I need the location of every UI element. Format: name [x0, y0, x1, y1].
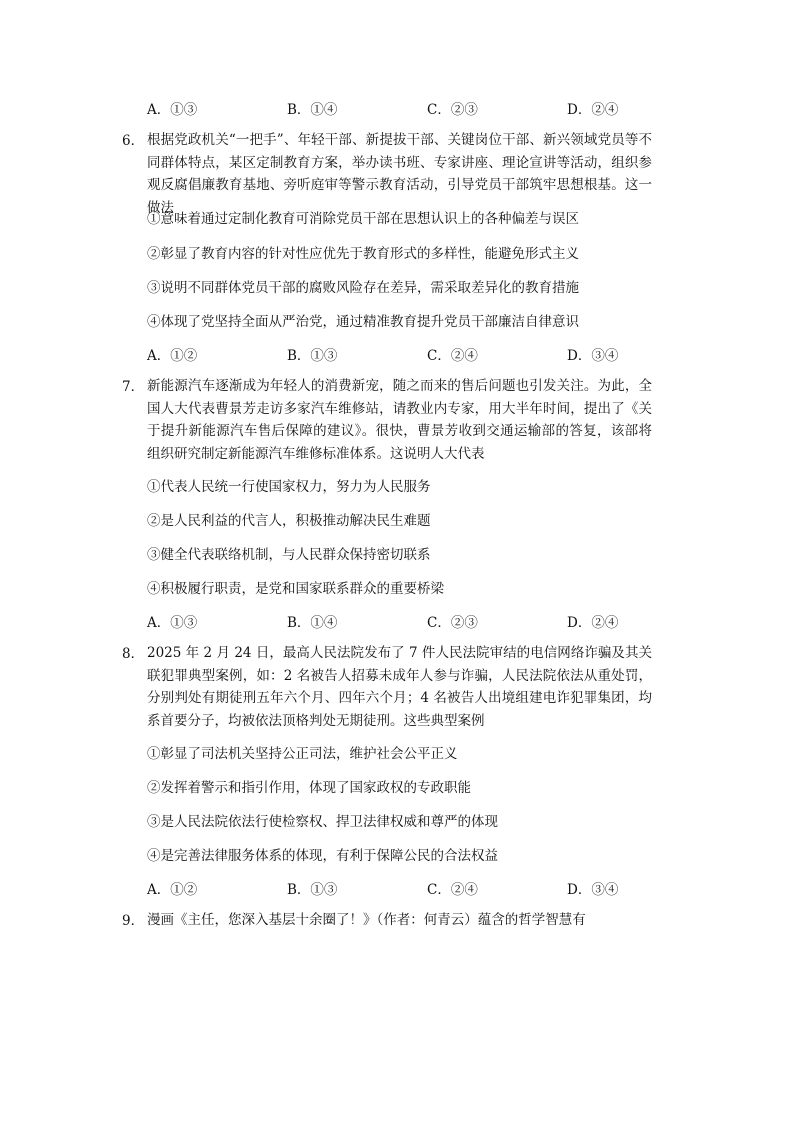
- q8-statement-1: ①彰显了司法机关坚持公正司法，维护社会公平正义: [147, 746, 458, 762]
- q7-option-a[interactable]: A．①③: [147, 615, 198, 631]
- q6-statement-3: ③说明不同群体党员干部的腐败风险存在差异，需采取差异化的教育措施: [147, 280, 579, 296]
- q8-options: [147, 878, 667, 898]
- question-stem: 漫画《主任，您深入基层十余圈了！》（作者：何青云）蕴含的哲学智慧有: [147, 912, 586, 928]
- question-6: [122, 129, 652, 219]
- question-number: 8．: [122, 646, 145, 662]
- q5-options: [147, 98, 667, 118]
- question-9: [122, 909, 652, 932]
- q8-option-b[interactable]: B．①③: [287, 882, 338, 898]
- q8-option-d[interactable]: D．③④: [567, 882, 619, 898]
- q8-statement-4: ④是完善法律服务体系的体现，有利于保障公民的合法权益: [147, 848, 498, 864]
- q7-option-b[interactable]: B．①④: [287, 615, 338, 631]
- question-number: 7．: [122, 379, 145, 395]
- q7-statement-1: ①代表人民统一行使国家权力，努力为人民服务: [147, 479, 431, 495]
- q8-statement-2: ②发挥着警示和指引作用，体现了国家政权的专政职能: [147, 780, 471, 796]
- question-stem: 新能源汽车逐渐成为年轻人的消费新宠，随之而来的售后问题也引发关注。为此，全国人大代表曹景芳走访多家汽车维修站，请教业内专家，用大半年时间，提出了《关于提升新能源汽车售后保障的建议》。很快，曹景芳收到交通运输部的答复，该部将组织研究制定新能源汽车维修标准体系。这说明人大代表: [147, 378, 652, 462]
- q6-option-d[interactable]: D．③④: [567, 348, 619, 364]
- q5-option-d[interactable]: D．②④: [567, 102, 619, 118]
- question-stem: 根据党政机关“一把手”、年轻干部、新提拔干部、关键岗位干部、新兴领域党员等不同群体特点，某区定制教育方案，举办读书班、专家讲座、理论宣讲等活动，组织参观反腐倡廉教育基地、旁听庭审等警示教育活动，引导党员干部筑牢思想根基。这一做法: [147, 132, 652, 216]
- q6-statement-1: ①意味着通过定制化教育可消除党员干部在思想认识上的各种偏差与误区: [147, 211, 579, 227]
- q6-statement-4: ④体现了党坚持全面从严治党，通过精准教育提升党员干部廉洁自律意识: [147, 314, 579, 330]
- q8-option-a[interactable]: A．①②: [147, 882, 198, 898]
- question-7: [122, 375, 652, 465]
- q6-option-c[interactable]: C．②④: [427, 348, 478, 364]
- q5-option-a[interactable]: A．①③: [147, 102, 198, 118]
- q8-option-c[interactable]: C．②④: [427, 882, 478, 898]
- q5-option-c[interactable]: C．②③: [427, 102, 478, 118]
- question-8: [122, 642, 652, 732]
- q7-statement-2: ②是人民利益的代言人，积极推动解决民生难题: [147, 513, 431, 529]
- question-stem: 2025 年 2 月 24 日，最高人民法院发布了 7 件人民法院审结的电信网络诈骗及其关联犯罪典型案例，如：2 名被告人招募未成年人参与诈骗，人民法院依法从重处罚，分别判处有期徒刑五年六个月、四年六个月；4 名被告人出境组建电诈犯罪集团，均系首要分子，均被依法顶格判处无期徒刑。这些典型案例: [147, 645, 652, 729]
- q8-statement-3: ③是人民法院依法行使检察权、捍卫法律权威和尊严的体现: [147, 814, 498, 830]
- q6-option-a[interactable]: A．①②: [147, 348, 198, 364]
- q5-option-b[interactable]: B．①④: [287, 102, 338, 118]
- question-number: 9．: [122, 913, 145, 929]
- q7-statement-3: ③健全代表联络机制，与人民群众保持密切联系: [147, 547, 431, 563]
- q6-option-b[interactable]: B．①③: [287, 348, 338, 364]
- q6-statement-2: ②彰显了教育内容的针对性应优先于教育形式的多样性，能避免形式主义: [147, 246, 579, 262]
- q7-option-c[interactable]: C．②③: [427, 615, 478, 631]
- q6-options: [147, 344, 667, 364]
- q7-statement-4: ④积极履行职责，是党和国家联系群众的重要桥梁: [147, 581, 444, 597]
- q7-options: [147, 611, 667, 631]
- question-number: 6．: [122, 133, 145, 149]
- q7-option-d[interactable]: D．②④: [567, 615, 619, 631]
